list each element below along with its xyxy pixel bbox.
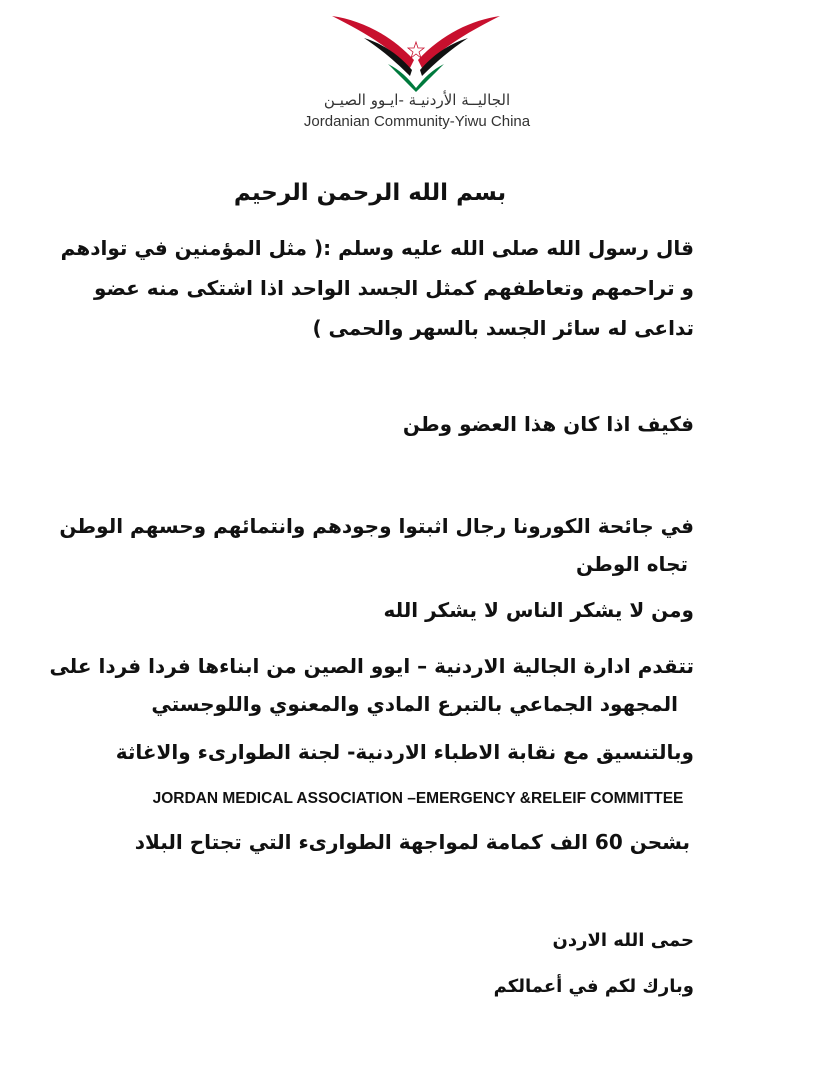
chevron-logo-icon	[330, 12, 502, 92]
brand-name-arabic: الجاليــة الأردنيـة -ايـوو الصيـن	[323, 91, 511, 109]
hadith-line-2: و تراحمهم وتعاطفهم كمثل الجسد الواحد اذا اشتكى منه عضو	[93, 276, 694, 300]
community-logo	[330, 12, 502, 92]
brand-name-english: Jordanian Community-Yiwu China	[303, 113, 531, 130]
question-line: فكيف اذا كان هذا العضو وطن	[402, 412, 694, 436]
administration-line-1: تتقدم ادارة الجالية الاردنية – ايوو الصين من ابناءها فردا فردا على	[49, 654, 694, 678]
medical-association-english: JORDAN MEDICAL ASSOCIATION –EMERGENCY &RELEIF COMMITTEE	[152, 790, 684, 807]
shipment-line: بشحن 60 الف كمامة لمواجهة الطوارىء التي تجتاح البلاد	[134, 830, 690, 854]
coordination-line: وبالتنسيق مع نقابة الاطباء الاردنية- لجنة الطوارىء والاغاثة	[115, 740, 694, 764]
corona-line-1: في جائحة الكورونا رجال اثبتوا وجودهم وانتمائهم وحسهم الوطن	[59, 514, 694, 538]
closing-line-2: وبارك لكم في أعمالكم	[493, 976, 694, 997]
hadith-line-1: قال رسول الله صلى الله عليه وسلم :( مثل المؤمنين في توادهم	[60, 236, 694, 260]
closing-line-1: حمى الله الاردن	[552, 930, 694, 951]
hadith-line-3: تداعى له سائر الجسد بالسهر والحمى )	[312, 316, 694, 340]
thanks-line: ومن لا يشكر الناس لا يشكر الله	[383, 598, 694, 622]
basmala-title: بسم الله الرحمن الرحيم	[233, 180, 507, 206]
administration-line-2: المجهود الجماعي بالتبرع المادي والمعنوي واللوجستي	[151, 692, 678, 716]
corona-line-2: تجاه الوطن	[576, 552, 688, 576]
